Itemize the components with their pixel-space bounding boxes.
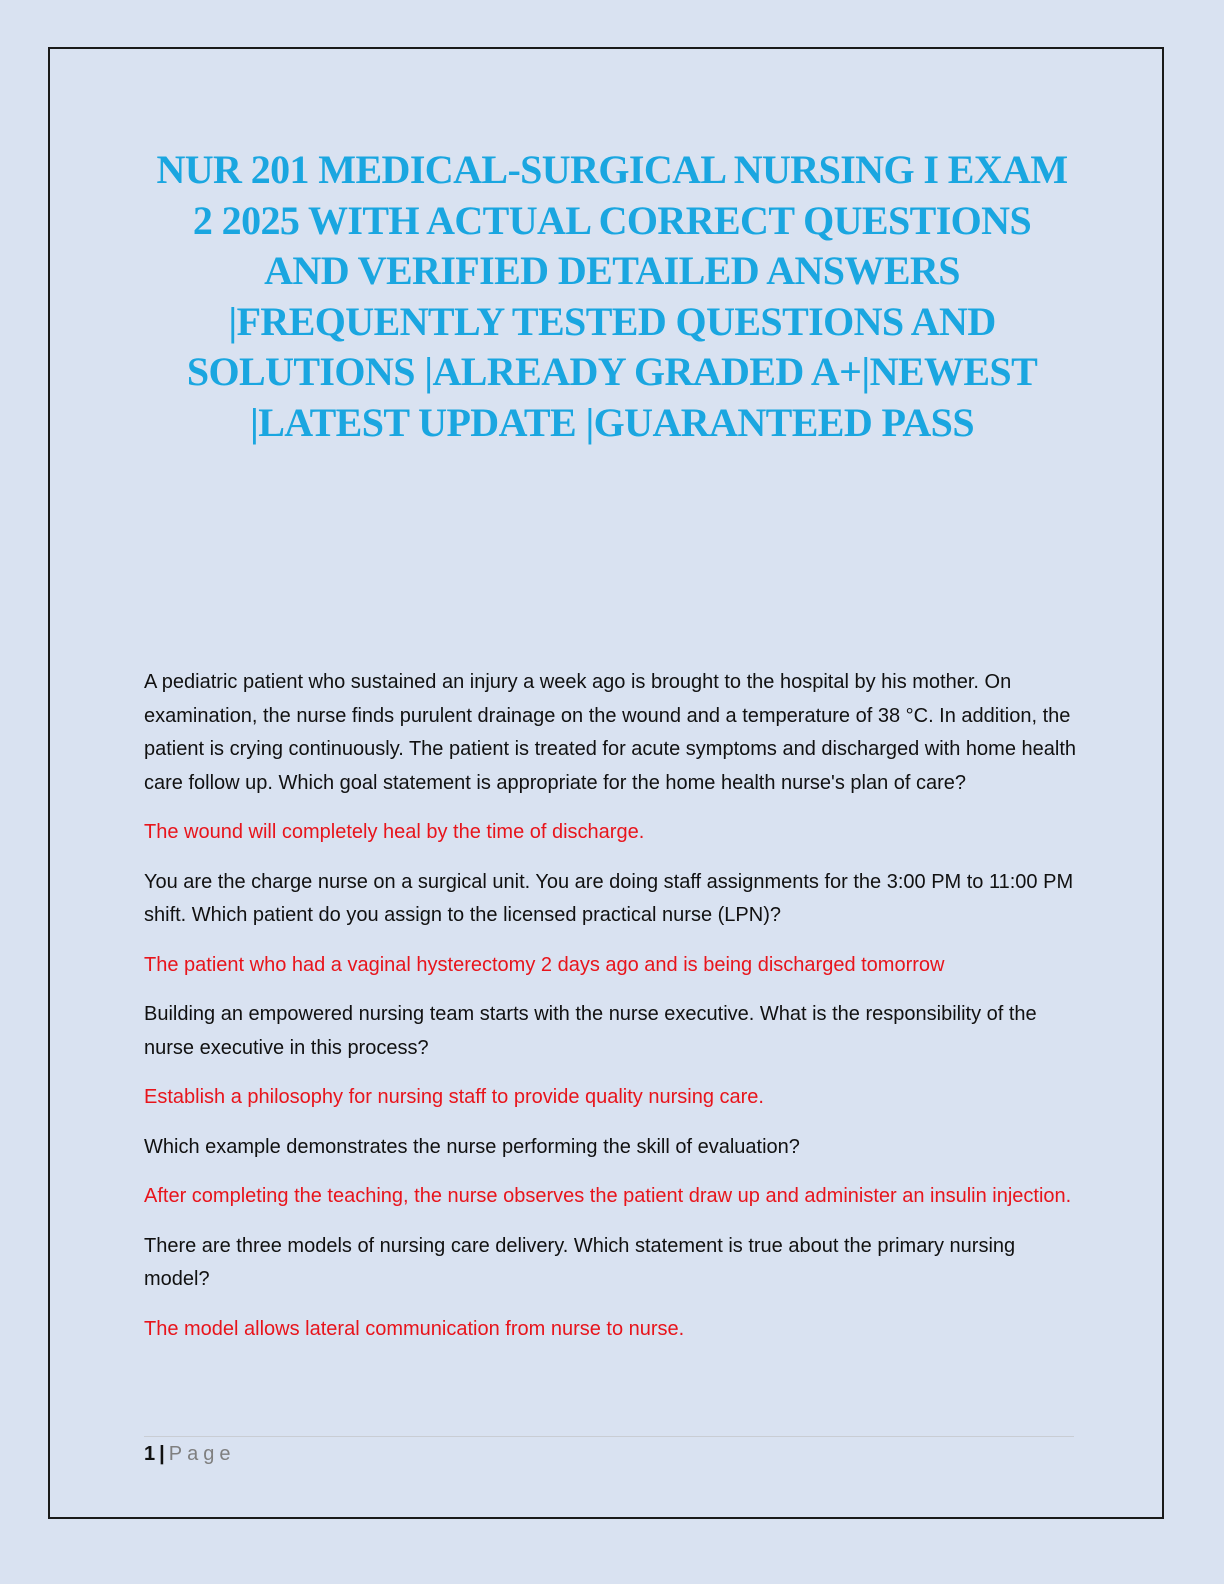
question-5: There are three models of nursing care delivery. Which statement is true about the primary nursing model? xyxy=(144,1234,1016,1290)
answer-3: Establish a philosophy for nursing staff to provide quality nursing care. xyxy=(144,1086,764,1108)
qa-item-2 xyxy=(144,866,1079,983)
footer-separator: | xyxy=(159,1443,165,1465)
question-4: Which example demonstrates the nurse performing the skill of evaluation? xyxy=(144,1135,800,1158)
question-3: Building an empowered nursing team starts with the nurse executive. What is the responsibility of the nurse executive in this process? xyxy=(144,1003,1037,1059)
question-1: A pediatric patient who sustained an injury a week ago is brought to the hospital by his mother. On examination, the nurse finds purulent drainage on the wound and a temperature of 38 °C. In addition, the patient is crying continuously. The patient is treated for acute symptoms and discharged with home health care follow up. Which goal statement is appropriate for the home health nurse's plan of care? xyxy=(144,671,1076,794)
question-2: You are the charge nurse on a surgical unit. You are doing staff assignments for the 3:00 PM to 11:00 PM shift. Which patient do you assign to the licensed practical nurse (LPN)? xyxy=(144,870,1074,926)
qa-item-1 xyxy=(144,666,1079,850)
footer-divider xyxy=(144,1436,1074,1437)
page-label: Page xyxy=(168,1443,236,1465)
answer-1: The wound will completely heal by the time of discharge. xyxy=(144,821,645,843)
qa-item-5 xyxy=(144,1230,1079,1347)
answer-5: The model allows lateral communication from nurse to nurse. xyxy=(144,1317,685,1340)
page-number: 1 xyxy=(144,1443,156,1465)
qa-item-3 xyxy=(144,998,1079,1115)
qa-item-4 xyxy=(144,1131,1079,1214)
document-title: NUR 201 MEDICAL-SURGICAL NURSING I EXAM 2 2025 WITH ACTUAL CORRECT QUESTIONS AND VERIFIED DETAILED ANSWERS |FREQUENTLY TESTED QUESTIONS AND SOLUTIONS |ALREADY GRADED A+|NEWEST |LATEST UPDATE |GUARANTEED PASS xyxy=(156,147,1068,445)
answer-2: The patient who had a vaginal hysterectomy 2 days ago and is being discharged tomorrow xyxy=(144,953,945,976)
answer-4: After completing the teaching, the nurse observes the patient draw up and administer an insulin injection. xyxy=(144,1185,1072,1207)
page-footer xyxy=(144,1440,235,1468)
qa-content xyxy=(144,666,1079,1362)
